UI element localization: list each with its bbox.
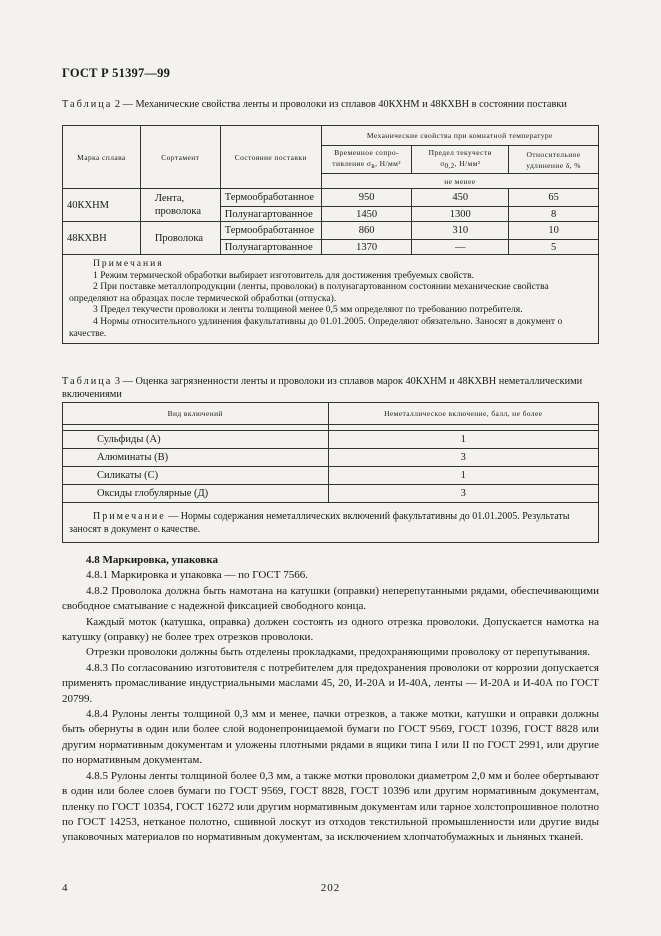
table2-yield-cell: — — [412, 240, 509, 255]
table3-note — [63, 503, 599, 543]
paragraph: 4.8.1 Маркировка и упаковка — по ГОСТ 7566. — [86, 569, 308, 582]
table2-strength-cell: 1370 — [321, 240, 412, 255]
table3-score-cell: 3 — [328, 485, 598, 503]
page-number-left: 4 — [62, 882, 68, 894]
table2-col-assortment: Сортамент — [140, 126, 220, 189]
table2-col-state: Состояние поставки — [220, 126, 321, 189]
table2-yield-cell: 450 — [412, 189, 509, 207]
document-header: ГОСТ Р 51397—99 — [62, 66, 171, 80]
table2-caption — [62, 99, 602, 112]
table-row — [63, 449, 599, 467]
table3-score-cell: 1 — [328, 467, 598, 485]
table2-yield-cell: 310 — [412, 222, 509, 240]
table3-caption-text: 3 — Оценка загрязненности ленты и проволоки из сплавов марок 40КХНМ и 48КХВН неметаллическими включениями — [62, 376, 583, 400]
table3-type-cell: Алюминаты (В) — [63, 449, 329, 467]
table2-notes-title: Примечания — [93, 258, 164, 269]
table3-col-score: Неметаллическое включение, балл, не более — [328, 403, 598, 425]
table2-state-cell: Термообработанное — [220, 222, 321, 240]
table2-note: 1 Режим термической обработки выбирает изготовитель для достижения требуемых свойств. — [93, 269, 475, 281]
table3-type-cell: Силикаты (С) — [63, 467, 329, 485]
table2-not-less: не менее — [321, 174, 598, 189]
table2-col-elongation: Относительное удлинение δ, % — [509, 146, 599, 174]
table2-col-yield: Предел текучести σ0,2, Н/мм² — [412, 146, 509, 174]
table3-col-type: Вид включений — [63, 403, 329, 425]
table3-score-cell: 1 — [328, 431, 598, 449]
table2-elong-cell: 10 — [509, 222, 599, 240]
table2-notes — [63, 255, 599, 344]
table2-state-cell: Термообработанное — [220, 189, 321, 207]
table2-elong-cell: 8 — [509, 207, 599, 222]
table3-caption — [62, 376, 602, 401]
table2-strength-cell: 860 — [321, 222, 412, 240]
table-row — [63, 467, 599, 485]
table2-caption-text: 2 — Механические свойства ленты и проволоки из сплавов 40КХНМ и 48КХВН в состоянии поставки — [114, 99, 567, 110]
paragraph: Отрезки проволоки должны быть отделены прокладками, предохраняющими проволоку от перепутывания. — [86, 646, 591, 659]
table2-strength-cell: 1450 — [321, 207, 412, 222]
table2-elong-cell: 5 — [509, 240, 599, 255]
table2-grade-cell: 48КХВН — [63, 222, 141, 255]
table2-elong-cell: 65 — [509, 189, 599, 207]
table2-col-strength: Временное сопро- тивление σв, Н/мм² — [321, 146, 412, 174]
table2-caption-label: Таблица — [62, 99, 113, 110]
table2-note: 3 Предел текучести проволоки и ленты толщиной менее 0,5 мм определяют по требованию потребителя. — [93, 304, 523, 316]
table3-type-cell: Оксиды глобулярные (Д) — [63, 485, 329, 503]
paragraph: 4.8.4 Рулоны ленты толщиной 0,3 мм и менее, пачки отрезков, а также мотки, катушки и оправки должны быть обернуты в один или более слой водонепроницаемой бумаги по ГОСТ 9569, ГОСТ 10396, ГОСТ 8828 или другим нормативным документам и уложены плотными рядами в ящики типа I или II по ГОСТ 2991, или другие по нормативным документам. — [62, 708, 599, 767]
table3-note-label: Примечание — [93, 511, 166, 522]
paragraph: 4.8.3 По согласованию изготовителя с потребителем для предохранения проволоки от коррозии допускается применять промасливание индустриальными маслами 45, 20, И-20А и И-40А, ленты — И-20А и И-40А по ГОСТ 20799. — [62, 661, 599, 705]
table3 — [62, 402, 599, 543]
table2-grade-cell: 40КХНМ — [63, 189, 141, 222]
table2-yield-cell: 1300 — [412, 207, 509, 222]
table2-state-cell: Полунагартованное — [220, 240, 321, 255]
table2-strength-cell: 950 — [321, 189, 412, 207]
table-row — [63, 222, 599, 240]
table3-caption-label: Таблица — [62, 376, 113, 387]
table2-assortment-cell: Лента, проволока — [140, 189, 220, 222]
paragraph: Каждый моток (катушка, оправка) должен состоять из одного отрезка проволоки. Допускается намотка на катушку (оправку) не более трех отрезков проволоки. — [62, 615, 599, 644]
table-row — [63, 189, 599, 207]
table2-col-grade: Марка сплава — [63, 126, 141, 189]
table2 — [62, 125, 599, 344]
paragraph: 4.8.5 Рулоны ленты толщиной более 0,3 мм, а также мотки проволоки диаметром 2,0 мм и более обертывают в один или более слоев бумаги по ГОСТ 9569, ГОСТ 8828, ГОСТ 10396 или другим нормативным документам, пленку по ГОСТ 10354, ГОСТ 16272 или другим нормативным документам или тарное холстопрошивное полотно по ГОСТ 14253, нетканое полотно, сшивной лоскут из отходов текстильной промышленности или другие виды упаковочных материалов по нормативным документам, за исключением хлопчатобумажных и льняных тканей. — [62, 769, 599, 844]
table2-state-cell: Полунагартованное — [220, 207, 321, 222]
section-title: 4.8 Маркировка, упаковка — [86, 554, 218, 566]
table2-note: 2 При поставке металлопродукции (ленты, проволоки) в полунагартованном состоянии механические свойства определяют на образцах после термической обработки (отпуска). — [69, 281, 549, 304]
section-4-8 — [62, 553, 599, 846]
table3-note-text: — Нормы содержания неметаллических включений факультативны до 01.01.2005. Результаты заносят в документ о качестве. — [69, 511, 570, 535]
page-number-center: 202 — [320, 882, 341, 894]
table-row — [63, 485, 599, 503]
table2-note: 4 Нормы относительного удлинения факультативны до 01.01.2005. Определяют обязательно. Заносят в документ о качестве. — [69, 315, 563, 339]
table3-type-cell: Сульфиды (А) — [63, 431, 329, 449]
table-row — [63, 431, 599, 449]
paragraph: 4.8.2 Проволока должна быть намотана на катушки (оправки) неперепутанными рядами, обеспечивающими свободное сматывание с надежной фиксацией свободного конца. — [62, 584, 599, 613]
table2-assortment-cell: Проволока — [140, 222, 220, 255]
table3-score-cell: 3 — [328, 449, 598, 467]
table2-col-group: Механические свойства при комнатной температуре — [321, 126, 598, 146]
